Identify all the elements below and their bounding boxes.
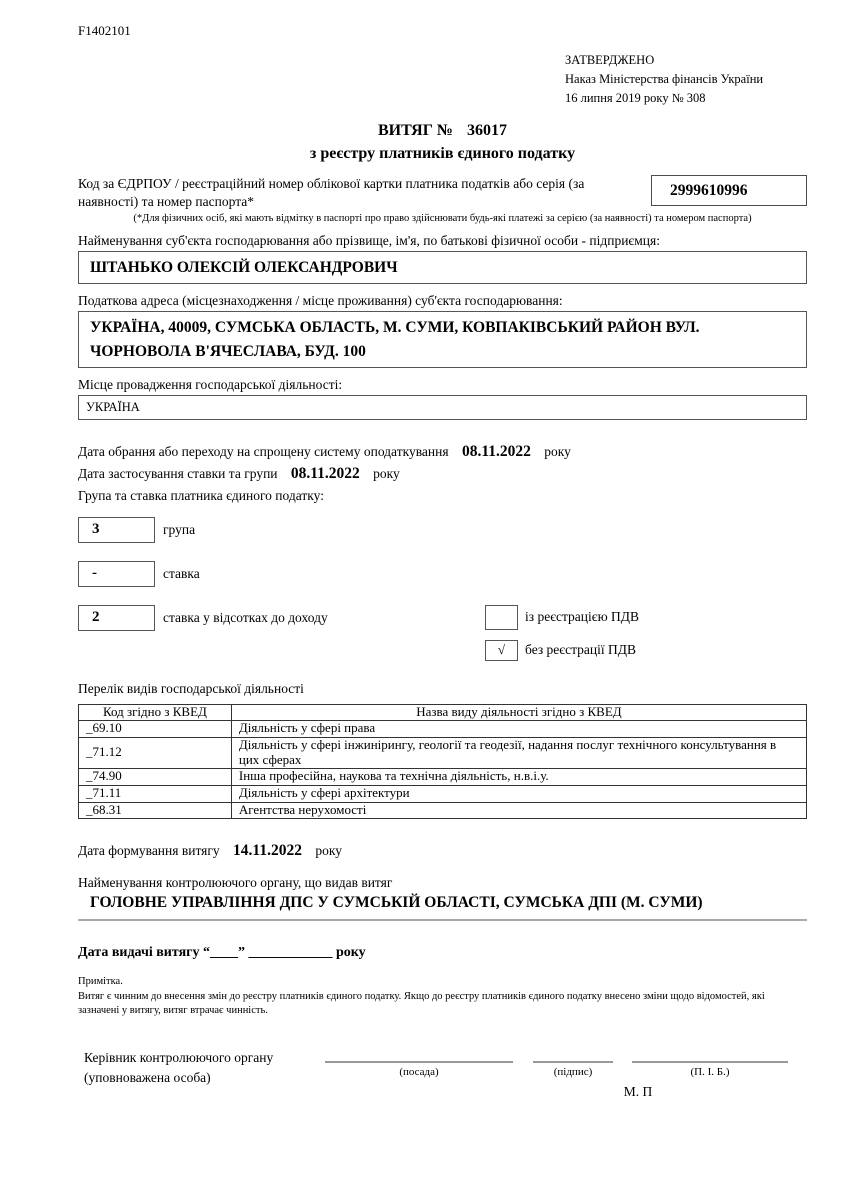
kved-name: Діяльність у сфері інжинірингу, геології та геодезії, надання послуг технічного консультування в цих сферах xyxy=(231,738,806,769)
vat-with-caption: із реєстрацією ПДВ xyxy=(525,609,639,625)
document-title-block xyxy=(78,120,807,165)
percent-row xyxy=(78,605,807,631)
rate-date-label: Дата застосування ставки та групи xyxy=(78,465,278,481)
form-code: F1402101 xyxy=(78,23,131,38)
name-label: Найменування суб'єкта господарювання або прізвище, ім'я, по батькові фізичної особи - підприємця: xyxy=(78,233,660,249)
percent-value-box: 2 xyxy=(78,605,155,631)
authority-value: ГОЛОВНЕ УПРАВЛІННЯ ДПС У СУМСЬКІЙ ОБЛАСТІ, СУМСЬКА ДПІ (М. СУМИ) xyxy=(78,894,807,921)
election-date-line xyxy=(78,443,807,461)
vat-without-group xyxy=(485,640,636,661)
rate-date-line xyxy=(78,465,807,483)
table-row xyxy=(79,738,807,769)
signature-head xyxy=(84,1048,273,1087)
kved-name: Агентства нерухомості xyxy=(231,802,806,819)
document-title xyxy=(78,120,807,142)
title-number: 36017 xyxy=(467,122,507,140)
sign-caption: (підпис) xyxy=(553,1065,593,1078)
place-label: Місце провадження господарської діяльності: xyxy=(78,376,343,392)
vat-with-group xyxy=(485,605,639,630)
election-date-value: 08.11.2022 xyxy=(461,442,531,460)
approved-line2: Наказ Міністерства фінансів України xyxy=(565,71,764,86)
rate-row xyxy=(78,561,807,587)
formation-label: Дата формування витягу xyxy=(78,843,220,859)
rate-date-suffix: року xyxy=(373,465,400,481)
kved-col1-header: Код згідно з КВЕД xyxy=(79,704,232,721)
group-value-box: 3 xyxy=(78,517,155,543)
kved-col2-header: Назва виду діяльності згідно з КВЕД xyxy=(231,704,806,721)
percent-caption: ставка у відсотках до доходу xyxy=(163,609,328,625)
address-value-box: УКРАЇНА, 40009, СУМСЬКА ОБЛАСТЬ, М. СУМИ, КОВПАКІВСЬКИЙ РАЙОН ВУЛ. ЧОРНОВОЛА В'ЯЧЕСЛАВА, БУД. 100 xyxy=(78,311,807,368)
approved-line1: ЗАТВЕРДЖЕНО xyxy=(565,53,655,67)
table-row xyxy=(79,721,807,738)
edrpou-label: Код за ЄДРПОУ / реєстраційний номер облікової картки платника податків або серія (за наявності) та номер паспорта* xyxy=(78,176,585,209)
kved-name: Діяльність у сфері права xyxy=(231,721,806,738)
signature-head-line2: (уповноважена особа) xyxy=(84,1069,211,1085)
issue-date-line: Дата видачі витягу “____” ____________ року xyxy=(78,945,366,961)
position-signature-line xyxy=(325,1061,513,1063)
place-value-box: УКРАЇНА xyxy=(78,395,807,420)
edrpou-section xyxy=(78,175,807,210)
rate-value-box: - xyxy=(78,561,155,587)
election-date-suffix: року xyxy=(544,443,571,459)
title-label: ВИТЯГ № xyxy=(378,122,453,140)
authority-label: Найменування контролюючого органу, що видав витяг xyxy=(78,875,393,891)
group-caption: група xyxy=(163,521,196,537)
vat-with-checkbox xyxy=(485,605,518,630)
group-row xyxy=(78,517,807,543)
formation-date-line xyxy=(78,842,807,860)
approved-block xyxy=(565,51,807,107)
kved-code: _69.10 xyxy=(79,721,232,738)
table-row xyxy=(79,786,807,803)
signature-head-line1: Керівник контролюючого органу xyxy=(84,1049,274,1065)
election-date-label: Дата обрання або переходу на спрощену систему оподаткування xyxy=(78,443,449,459)
sign-signature-line xyxy=(533,1061,613,1063)
name-value-box: ШТАНЬКО ОЛЕКСІЙ ОЛЕКСАНДРОВИЧ xyxy=(78,251,807,284)
edrpou-footnote: (*Для фізичних осіб, які мають відмітку в паспорті про право здійснювати будь-які платежі за серією (за наявності) та номером паспорта) xyxy=(133,213,752,225)
name-signature-line xyxy=(632,1061,788,1063)
formation-value: 14.11.2022 xyxy=(233,842,302,860)
note-text: Витяг є чинним до внесення змін до реєстру платників єдиного податку. Якщо до реєстру платників єдиного податку внесено зміни щодо відомостей, які зазначені у витягу, витяг втрачає чинність. xyxy=(78,990,765,1016)
stamp-mark: М. П xyxy=(623,1083,653,1099)
kved-code: _71.11 xyxy=(79,786,232,803)
note-block xyxy=(78,975,807,1018)
signature-section xyxy=(78,1048,807,1110)
position-caption: (посада) xyxy=(399,1065,439,1078)
table-row xyxy=(79,802,807,819)
kved-table xyxy=(78,704,807,820)
kved-code: _68.31 xyxy=(79,802,232,819)
rate-date-value: 08.11.2022 xyxy=(290,464,360,482)
kved-code: _74.90 xyxy=(79,769,232,786)
vat-without-row xyxy=(78,640,807,661)
kved-code: _71.12 xyxy=(79,738,232,769)
address-label: Податкова адреса (місцезнаходження / місце проживання) суб'єкта господарювання: xyxy=(78,293,563,309)
rate-caption: ставка xyxy=(163,565,200,581)
document-content xyxy=(78,0,807,1110)
vat-without-checkbox: √ xyxy=(485,640,518,661)
group-section-label: Група та ставка платника єдиного податку: xyxy=(78,487,324,503)
name-caption: (П. І. Б.) xyxy=(690,1065,730,1078)
kved-name: Діяльність у сфері архітектури xyxy=(231,786,806,803)
kved-header-row xyxy=(79,704,807,721)
activities-label: Перелік видів господарської діяльності xyxy=(78,680,304,696)
approved-line3: 16 липня 2019 року № 308 xyxy=(565,90,706,105)
formation-suffix: року xyxy=(315,843,342,859)
edrpou-value-box: 2999610996 xyxy=(651,175,807,206)
note-title: Примітка. xyxy=(78,976,123,988)
kved-name: Інша професійна, наукова та технічна діяльність, н.в.і.у. xyxy=(231,769,806,786)
vat-without-caption: без реєстрації ПДВ xyxy=(525,642,636,658)
dates-section xyxy=(78,443,807,504)
table-row xyxy=(79,769,807,786)
document-subtitle: з реєстру платників єдиного податку xyxy=(309,144,576,162)
